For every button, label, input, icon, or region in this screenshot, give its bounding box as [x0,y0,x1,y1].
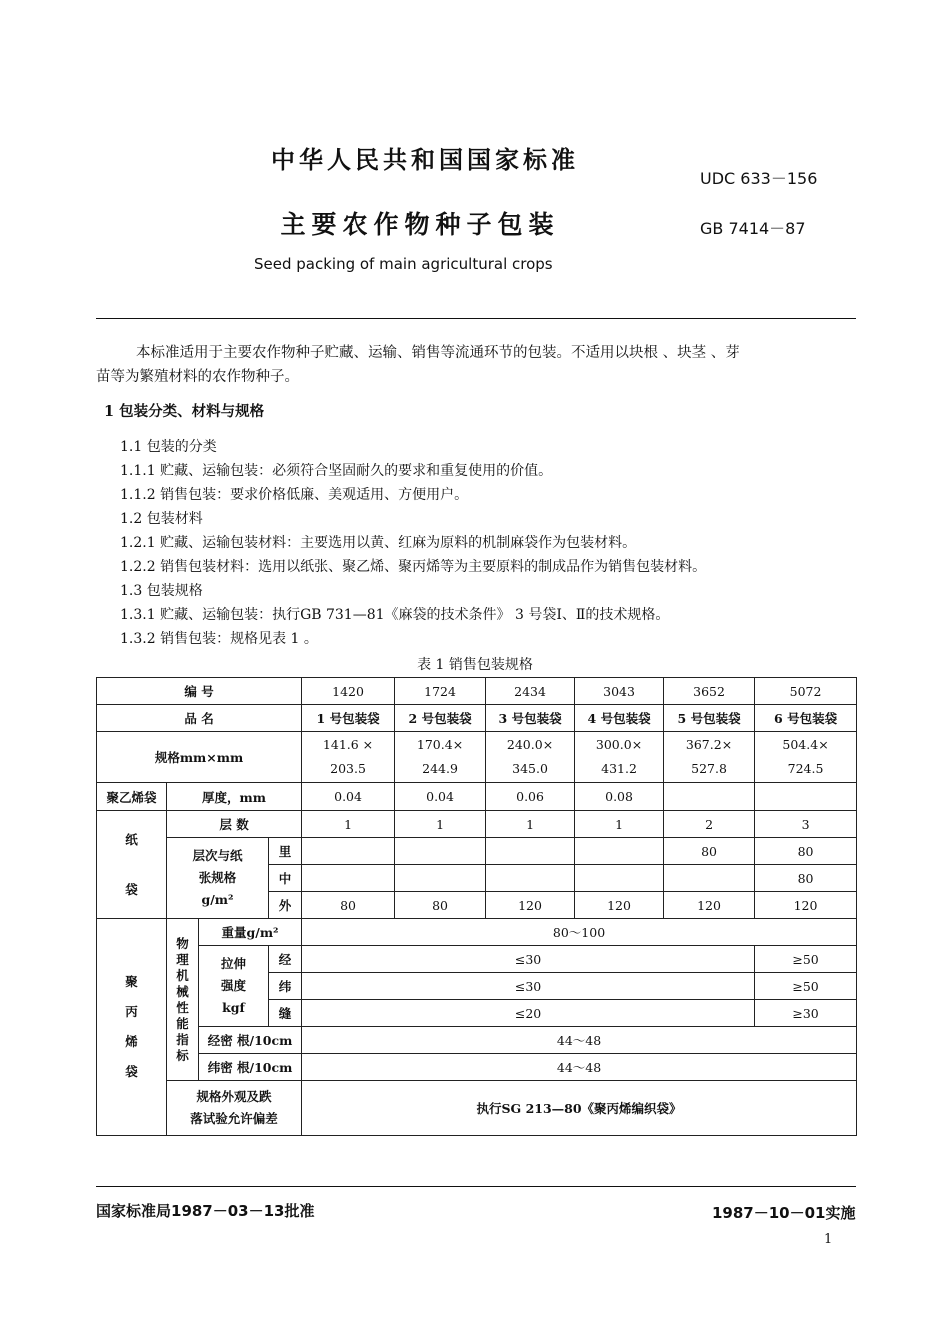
paper-label-top: 纸 [125,831,138,847]
code-cell: 3652 [664,678,755,705]
outer-cell: 120 [755,892,857,919]
table-row [97,783,857,811]
size-bottom: 527.8 [691,761,727,776]
pp-label-char: 袋 [125,1064,138,1079]
appearance-label [167,1081,302,1136]
section-1-2: 1.2 包装材料 [120,511,203,527]
section-1-1-1: 1.1.1 贮藏、运输包装：必须符合坚固耐久的要求和重复使用的价值。 [120,463,553,479]
phys-label-char: 械 [176,983,189,999]
footer-rule [96,1186,856,1187]
table-row [97,946,857,973]
intro-line-1: 本标准适用于主要农作物种子贮藏、运输、销售等流通环节的包装。不适用以块根 、块茎 、芽 [136,345,740,361]
name-cell: 3 号包装袋 [486,705,575,732]
size-cell [395,732,486,783]
table-row [97,1027,857,1054]
middle-cell [664,865,755,892]
section-1-heading: 1 包装分类、材料与规格 [104,403,265,420]
physical-index-label [167,919,199,1081]
weight-value: 80～100 [302,919,857,946]
size-cell [664,732,755,783]
warp-density-label: 经密 根/10cm [199,1027,302,1054]
size-cell [486,732,575,783]
packaging-spec-table [96,677,857,1136]
section-1-2-1: 1.2.1 贮藏、运输包装材料：主要选用以黄、红麻为原料的机制麻袋作为包装材料。 [120,535,637,551]
warp-label: 经 [269,946,302,973]
weft-value: ≤30 [302,973,755,1000]
pe-thickness-cell: 0.08 [575,783,664,811]
middle-cell [395,865,486,892]
pp-bag-label [97,919,167,1136]
layers-cell: 1 [302,811,395,838]
inner-cell [575,838,664,865]
outer-cell: 120 [486,892,575,919]
phys-label-char: 性 [176,999,189,1015]
layers-cell: 2 [664,811,755,838]
table-row [97,732,857,783]
size-cell [755,732,857,783]
size-top: 367.2× [685,737,733,752]
seam-label: 缝 [269,1000,302,1027]
middle-cell [575,865,664,892]
size-bottom: 345.0 [512,761,548,776]
phys-label-char: 标 [176,1047,189,1063]
warp-value-6: ≥50 [755,946,857,973]
size-bottom: 244.9 [422,761,458,776]
udc-code: UDC 633－156 [700,169,818,188]
standard-title: 主要农作物种子包装 [280,210,560,239]
layers-cell: 1 [575,811,664,838]
seam-value-6: ≥30 [755,1000,857,1027]
pp-label-char: 聚 [125,974,138,989]
layers-cell: 1 [486,811,575,838]
inner-cell: 80 [755,838,857,865]
size-top: 141.6 × [322,737,374,752]
size-bottom: 431.2 [601,761,637,776]
approval-date: 国家标准局1987－03－13批准 [96,1202,315,1220]
middle-cell [302,865,395,892]
size-top: 170.4× [416,737,464,752]
tensile-label [199,946,269,1027]
size-top: 504.4× [782,737,829,752]
weight-label: 重量g/m² [199,919,302,946]
pe-bag-label: 聚乙烯袋 [97,783,167,811]
pe-thickness-cell [664,783,755,811]
gb-number: GB 7414－87 [700,219,806,238]
appearance-value: 执行SG 213—80《聚丙烯编织袋》 [302,1081,857,1136]
code-cell: 3043 [575,678,664,705]
size-bottom: 724.5 [787,761,824,776]
seam-value: ≤20 [302,1000,755,1027]
warp-density-value: 44～48 [302,1027,857,1054]
layers-cell: 3 [755,811,857,838]
size-cell [575,732,664,783]
tensile-l3: kgf [222,1000,245,1015]
layers-label: 层 数 [167,811,302,838]
table-row [97,838,857,865]
name-cell: 1 号包装袋 [302,705,395,732]
outer-label: 外 [269,892,302,919]
table-caption: 表 1 销售包装规格 [417,657,533,673]
outer-cell: 120 [664,892,755,919]
header-rule [96,318,856,319]
inner-cell [486,838,575,865]
pe-thickness-cell: 0.04 [302,783,395,811]
weft-density-label: 纬密 根/10cm [199,1054,302,1081]
layer-spec-l2: 张规格 [198,870,237,885]
code-cell: 1724 [395,678,486,705]
outer-cell: 80 [395,892,486,919]
phys-label-char: 机 [176,967,189,983]
english-title: Seed packing of main agricultural crops [254,255,553,273]
name-cell: 6 号包装袋 [755,705,857,732]
appearance-l1: 规格外观及跌 [196,1089,272,1104]
intro-line-2: 苗等为繁殖材料的农作物种子。 [96,369,299,385]
middle-label: 中 [269,865,302,892]
pe-thickness-label: 厚度，mm [167,783,302,811]
inner-label: 里 [269,838,302,865]
code-cell: 1420 [302,678,395,705]
phys-label-char: 能 [176,1015,189,1031]
inner-cell [302,838,395,865]
effective-date: 1987－10－01实施 [712,1204,856,1222]
layer-spec-l1: 层次与纸 [192,848,243,863]
name-cell: 5 号包装袋 [664,705,755,732]
section-1-3-2: 1.3.2 销售包装：规格见表 1 。 [120,631,318,647]
national-standard-heading: 中华人民共和国国家标准 [271,146,579,174]
paper-label-bottom: 袋 [125,881,138,897]
warp-value: ≤30 [302,946,755,973]
tensile-l1: 拉伸 [220,956,246,971]
pp-label-char: 丙 [125,1004,138,1019]
paper-bag-label [97,811,167,919]
section-1-3-1: 1.3.1 贮藏、运输包装：执行GB 731—81《麻袋的技术条件》 3 号袋Ⅰ、Ⅱ的技术规格。 [120,607,670,623]
phys-label-char: 物 [176,935,189,951]
size-cell [302,732,395,783]
size-top: 300.0× [595,737,643,752]
tensile-l2: 强度 [220,978,246,993]
section-1-2-2: 1.2.2 销售包装材料：选用以纸张、聚乙烯、聚丙烯等为主要原料的制成品作为销售包装材料。 [120,559,707,575]
name-cell: 2 号包装袋 [395,705,486,732]
weft-label: 纬 [269,973,302,1000]
middle-cell: 80 [755,865,857,892]
phys-label-char: 指 [176,1031,189,1047]
name-label: 品 名 [97,705,302,732]
table-row [97,1081,857,1136]
table-row [97,919,857,946]
pe-thickness-cell: 0.04 [395,783,486,811]
appearance-l2: 落试验允许偏差 [190,1111,278,1126]
table-row [97,705,857,732]
pe-thickness-cell [755,783,857,811]
middle-cell [486,865,575,892]
page-number: 1 [824,1232,833,1247]
outer-cell: 120 [575,892,664,919]
outer-cell: 80 [302,892,395,919]
pe-thickness-cell: 0.06 [486,783,575,811]
phys-label-char: 理 [176,951,189,967]
table-row [97,678,857,705]
code-cell: 2434 [486,678,575,705]
layer-spec-l3: g/m² [201,892,234,907]
section-1-1: 1.1 包装的分类 [120,439,217,455]
section-1-1-2: 1.1.2 销售包装：要求价格低廉、美观适用、方便用户。 [120,487,469,503]
code-cell: 5072 [755,678,857,705]
pp-label-char: 烯 [125,1034,138,1049]
inner-cell: 80 [664,838,755,865]
layer-spec-label [167,838,269,919]
weft-value-6: ≥50 [755,973,857,1000]
inner-cell [395,838,486,865]
size-label: 规格mm×mm [97,732,302,783]
size-bottom: 203.5 [330,761,366,776]
section-1-3: 1.3 包装规格 [120,583,203,599]
name-cell: 4 号包装袋 [575,705,664,732]
layers-cell: 1 [395,811,486,838]
size-top: 240.0× [506,737,554,752]
weft-density-value: 44～48 [302,1054,857,1081]
table-row [97,1054,857,1081]
code-label: 编 号 [97,678,302,705]
table-row [97,811,857,838]
